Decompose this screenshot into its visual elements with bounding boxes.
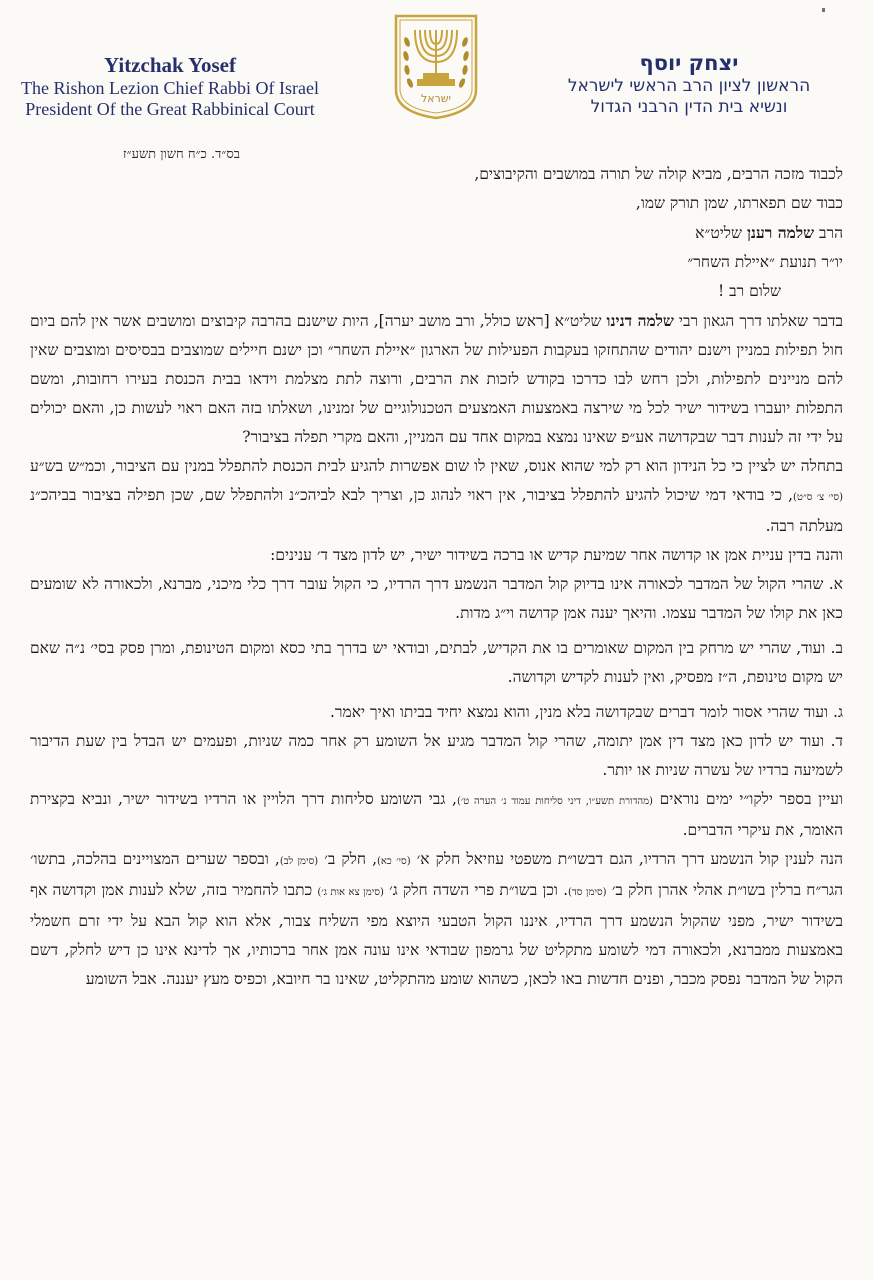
emblem-inscription: ישראל <box>420 92 452 105</box>
citation-note: (סי׳ כא) <box>377 856 411 867</box>
paragraph-radio-text: , חלק ב׳ <box>324 850 378 868</box>
rabbi-name: שלמה דנינו <box>606 311 674 330</box>
paragraph-opening <box>30 452 843 541</box>
salutation: שלום רב ! <box>717 282 781 300</box>
address-line-3 <box>30 218 843 248</box>
scan-speck <box>822 8 825 12</box>
citation-note: (מהדורת תשע״ו, דיני סליחות עמוד נ׳ הערה ט׳) <box>456 796 653 807</box>
paragraph-reference-continued: , גבי השומע סליחות דרך הלויין או הרדיו בשידור ישיר, ונביא בקצירת האומר, את עיקרי הדברים. <box>30 790 843 839</box>
citation-note: (סי׳ צ׳ ס״ט) <box>793 492 844 503</box>
paragraph-opening-continued: , כי בודאי דמי שיכול להגיע להתפלל בציבור, אין ראוי לנהוג כן, וצריך לבא לביהכ״נ ולהתפלל שם, שכן תפילה בציבור בביהכ״נ מעלתה רבה. <box>30 486 843 535</box>
issue-d: ד. ועוד יש לדון כאן מצד דין אמן יתומה, שהרי קול המדבר מגיע אל השומע רק אחר כמה שניות, ופעמים יש הבדל בין שעת הדיבור לשמיעה ברדיו של עשרה שניות או יותר. <box>30 732 843 779</box>
emblem-svg <box>390 12 482 120</box>
english-title-president: President Of the Great Rabbinical Court <box>25 99 315 119</box>
citation-note: (סימן צא אות ג׳) <box>317 887 384 898</box>
hebrew-title-president: ונשיא בית הדין הרבני הגדול <box>590 97 788 117</box>
paragraph-four-issues: והנה בדין עניית אמן או קדושה אחר שמיעת קדיש או ברכה בשידור ישיר, יש לדון מצד ד׳ ענינים: <box>270 546 843 564</box>
recipient-name: שלמה רענן <box>746 223 815 242</box>
citation-note: (סימן לב) <box>279 856 319 867</box>
issue-c: ג. ועוד שהרי אסור לומר דברים שבקדושה בלא מנין, והוא נמצא יחיד בביתו ואיך יאמר. <box>330 703 843 721</box>
paragraph-radio-text: . וכן בשו״ת פרי השדה חלק ג׳ <box>389 881 569 899</box>
letterhead-english <box>0 52 340 120</box>
english-name: Yitzchak Yosef <box>103 53 236 77</box>
letterhead-hebrew <box>529 50 849 118</box>
issue-a: א. שהרי הקול של המדבר לכאורה אינו בדיוק קול המדבר הנשמע דרך הרדיו, כי הקול עובר דרך כלי מיכני, מברנא, ולכאורה לא שומעים כאן את קולו של המדבר עצמו. והיאך יענה אמן קדושה וי״ג מדות. <box>30 575 843 622</box>
paragraph-opening-text: בתחלה יש לציין כי כל הנידון הוא רק למי שהוא אנוס, שאין לו שום אפשרות להגיע לבית הכנסת להתפלל במנין עם הציבור, וכמ״ש בש״ע <box>30 457 843 475</box>
paragraph-reference-text: ועיין בספר ילקו״י ימים נוראים <box>659 790 843 808</box>
paragraph-question-body: שליט״א [ראש כולל, ורב מושב יערה], היות שישנם בהרבה קיבוצים ומושבים אשר אין להם ביום חול תפילות במניין וישנם יהודים שהתחזקו בעקבות הפעילות של הארגון ״איילת השחר״ וכן ישנם חיילים שמוצבים בבסיסים ומוצבים שאין להם מניינים לתפילות, ולכן רחש לבו כדרכו בקודש לזכות את הרבים, ורוצה לתת מצלמת וידאו בבית הכנסת בעירו רחובות, ומשם התפלות יועברו בשידור ישיר לכל מי שירצה באמצעות האמצעים הטכנולוגיים של זמנינו, ושאלתו בזה האם ראוי לעשות כן, והאם יכולים על ידי זה לענות דבר שבקדושה אע״פ שאינו נמצא במקום אחד עם המניין, והאם מקרי תפלה בציבור? <box>30 312 843 446</box>
emblem-menorah <box>415 30 457 85</box>
english-title-chief-rabbi: The Rishon Lezion Chief Rabbi Of Israel <box>21 78 319 98</box>
address-title: הרב <box>819 224 843 242</box>
citation-note: (סימן סד) <box>568 887 607 898</box>
issue-b: ב. ועוד, שהרי יש מרחק בין המקום שאומרים בו את הקדיש, לבתים, ובודאי יש בדרך בתי כסא ומקום הטינופת, ומרן פסק בסי׳ נ״ה שאם יש מקום טינופת, ה״ז מפסיק, ואין לענות לקדיש וקדושה. <box>30 639 843 686</box>
paragraph-question-intro: בדבר שאלתו דרך הגאון רבי <box>678 312 843 330</box>
paragraph-radio-text: הנה לענין קול הנשמע דרך הרדיו, הגם דבשו״ת משפטי עוזיאל חלק א׳ <box>416 850 843 868</box>
date-line: בס״ד. כ״ח חשון תשע״ז <box>123 147 240 162</box>
menorah-emblem-icon <box>390 12 482 120</box>
address-line-4: יו״ר תנועת ״איילת השחר״ <box>687 253 843 271</box>
paragraph-radio-voice <box>30 845 843 994</box>
paragraph-reference <box>30 785 843 845</box>
paragraph-radio-text: כתבו להחמיר בזה, שלא לענות אמן וקדושה אף בשידור ישיר, מפני שהקול הנשמע דרך הרדיו, איננו הקול הטבעי היוצא מפי השליח צבור, אלא הוא קול הבא על ידי זרם חשמלי באמצעות ממברנא, ולכאורה דמי לשומע מתקליט של גרמפון שבודאי אינו עונה אמן אחר ברכותיו, אך לדינא אינו כן דיש לחלק, דשם הקול של המדבר נפסק מכבר, ופנים חדשות באו לכאן, כשהוא שומע מהתקליט, שאינו בר חיובא, וכפיס מעץ יעננה. אבל השומע <box>30 881 843 988</box>
letter-body <box>30 160 843 994</box>
hebrew-name: יצחק יוסף <box>639 51 739 75</box>
paragraph-radio-text: , ובספר שערים המצויינים בהלכה, בתשו׳ הגר״ח ברלין בשו״ת אהלי אהרן חלק ב׳ <box>30 850 843 899</box>
hebrew-title-chief-rabbi: הראשון לציון הרב הראשי לישראל <box>567 76 811 96</box>
paragraph-question <box>30 306 843 452</box>
address-line-2: כבוד שם תפארתו, שמן תורק שמו, <box>635 194 843 212</box>
address-line-1: לכבוד מזכה הרבים, מביא קולה של תורה במושבים והקיבוצים, <box>474 165 843 183</box>
address-honorific: שליט״א <box>695 224 743 242</box>
